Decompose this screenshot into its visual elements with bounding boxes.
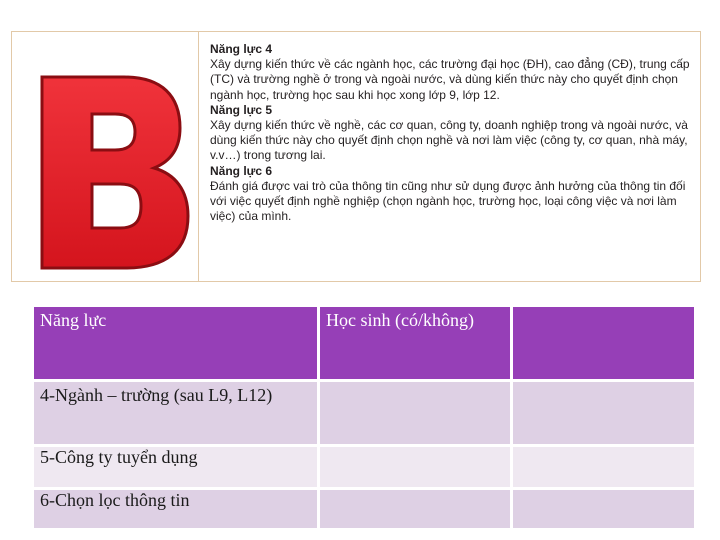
competency-6-heading: Năng lực 6 (210, 163, 273, 178)
competency-6-body: Đánh giá được vai trò của thông tin cũng như sử dụng được ảnh hưởng của thông tin đối với việc quyết định nghề nghiệp (chọn ngành học, trường học, loại công việc và nơi làm việc) của mình. (210, 178, 686, 224)
header-cell-student: Học sinh (có/không) (320, 307, 510, 379)
table-cell-competency: 4-Ngành – trường (sau L9, L12) (34, 382, 317, 444)
competency-4-body: Xây dựng kiến thức về các ngành học, các trường đại học (ĐH), cao đẳng (CĐ), trung cấp (TC) và trường nghề ở trong và ngoài nước, và dùng kiến thức này cho quyết định chọn ngành học, trường học sau khi học xong lớp 9, lớp 12. (210, 57, 690, 102)
table-cell-student[interactable] (320, 490, 510, 528)
header-cell-empty (513, 307, 694, 379)
table-cell-extra[interactable] (513, 447, 694, 487)
table-cell-competency: 5-Công ty tuyển dụng (34, 447, 317, 487)
logo-cell (12, 32, 199, 281)
table-header-row (34, 307, 694, 379)
competency-4 (210, 42, 696, 103)
competency-info-panel (11, 31, 701, 282)
table-row (34, 490, 694, 528)
table-row (34, 447, 694, 487)
table-row (34, 382, 694, 444)
competency-5 (210, 103, 696, 164)
header-cell-competency: Năng lực (34, 307, 317, 379)
competency-5-heading: Năng lực 5 (210, 102, 273, 117)
competency-descriptions (210, 42, 696, 224)
competency-table (31, 304, 697, 531)
competency-4-heading: Năng lực 4 (210, 42, 273, 56)
table-cell-competency: 6-Chọn lọc thông tin (34, 490, 317, 528)
letter-b-logo (12, 32, 199, 281)
competency-5-body: Xây dựng kiến thức về nghề, các cơ quan, công ty, doanh nghiệp trong và ngoài nước, và dùng kiến thức này cho quyết định chọn nghề và nơi làm việc (công ty, cơ quan, nhà máy, v.v…) trong tương lai. (210, 118, 688, 163)
table-cell-extra[interactable] (513, 382, 694, 444)
competency-6 (210, 164, 696, 225)
table-cell-student[interactable] (320, 382, 510, 444)
table-cell-student[interactable] (320, 447, 510, 487)
table-cell-extra[interactable] (513, 490, 694, 528)
